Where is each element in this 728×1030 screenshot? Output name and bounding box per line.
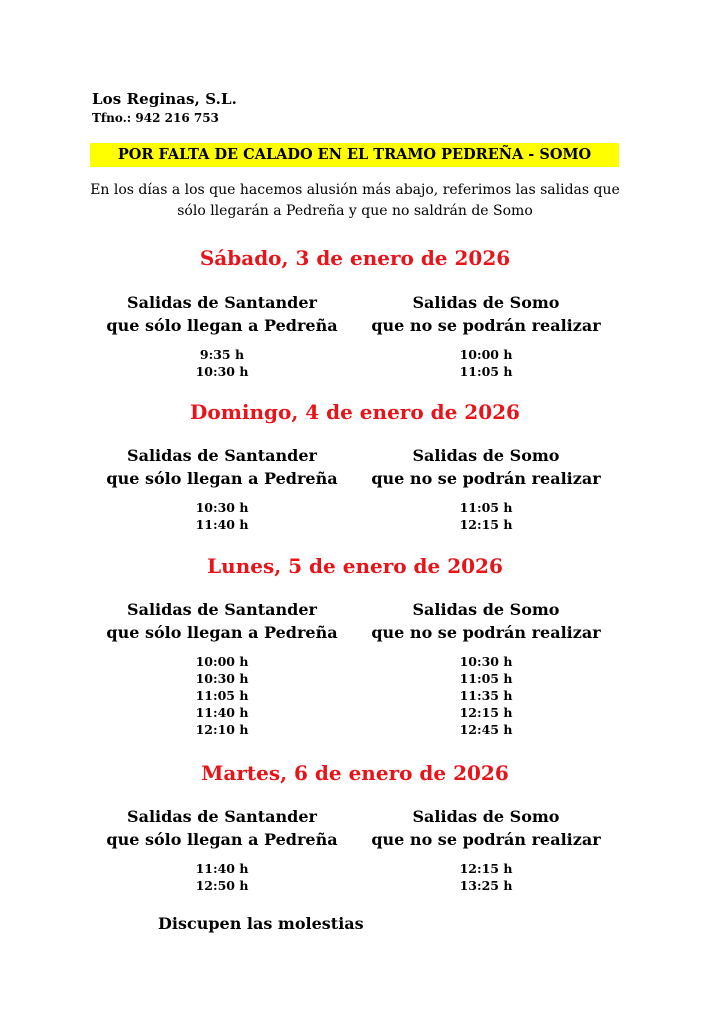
santander-times (192, 499, 252, 533)
departure-time: 11:40 h (195, 861, 249, 876)
notice-banner: POR FALTA DE CALADO EN EL TRAMO PEDREÑA - SOMO (90, 143, 619, 167)
santander-header-line-2: que sólo llegan a Pedreña (106, 623, 338, 642)
departure-time: 11:05 h (459, 500, 513, 515)
somo-header-line-1: Salidas de Somo (412, 446, 560, 465)
santander-header-line-1: Salidas de Santander (127, 293, 317, 312)
santander-header-line-1: Salidas de Santander (127, 600, 317, 619)
somo-header-line-2: que no se podrán realizar (371, 623, 601, 642)
departure-time: 12:15 h (459, 861, 513, 876)
somo-column-header (356, 805, 616, 851)
departure-time: 11:05 h (459, 364, 513, 379)
somo-times (456, 860, 516, 894)
santander-header-line-2: que sólo llegan a Pedreña (106, 316, 338, 335)
santander-column-header (92, 291, 352, 337)
somo-header-line-1: Salidas de Somo (412, 293, 560, 312)
santander-column-header (92, 805, 352, 851)
departure-time: 12:10 h (195, 722, 249, 737)
departure-time: 10:30 h (459, 654, 513, 669)
somo-times (456, 499, 516, 533)
departure-time: 11:40 h (195, 517, 249, 532)
santander-header-line-2: que sólo llegan a Pedreña (106, 830, 338, 849)
departure-time: 10:00 h (195, 654, 249, 669)
departure-time: 12:15 h (459, 705, 513, 720)
departure-time: 10:30 h (195, 671, 249, 686)
somo-column-header (356, 444, 616, 490)
day-title: Sábado, 3 de enero de 2026 (199, 246, 511, 270)
santander-header-line-1: Salidas de Santander (127, 807, 317, 826)
intro-text (70, 180, 640, 222)
day-title: Domingo, 4 de enero de 2026 (190, 400, 520, 424)
somo-times (456, 653, 516, 738)
somo-times (456, 346, 516, 380)
somo-column-header (356, 291, 616, 337)
somo-column-header (356, 598, 616, 644)
departure-time: 12:50 h (195, 878, 249, 893)
departure-time: 11:40 h (195, 705, 249, 720)
departure-time: 11:35 h (459, 688, 513, 703)
departure-time: 12:15 h (459, 517, 513, 532)
departure-time: 11:05 h (459, 671, 513, 686)
company-name: Los Reginas, S.L. (92, 90, 237, 108)
departure-time: 10:30 h (195, 500, 249, 515)
santander-header-line-2: que sólo llegan a Pedreña (106, 469, 338, 488)
departure-time: 10:00 h (459, 347, 513, 362)
somo-header-line-2: que no se podrán realizar (371, 830, 601, 849)
phone-number: Tfno.: 942 216 753 (92, 111, 219, 125)
santander-times (192, 653, 252, 738)
somo-header-line-2: que no se podrán realizar (371, 316, 601, 335)
day-title: Lunes, 5 de enero de 2026 (207, 554, 503, 578)
santander-times (192, 860, 252, 894)
day-title: Martes, 6 de enero de 2026 (201, 761, 509, 785)
santander-times (192, 346, 252, 380)
santander-column-header (92, 598, 352, 644)
closing-note: Discupen las molestias (158, 914, 364, 933)
somo-header-line-1: Salidas de Somo (412, 600, 560, 619)
departure-time: 10:30 h (195, 364, 249, 379)
departure-time: 11:05 h (195, 688, 249, 703)
intro-line-2: sólo llegarán a Pedreña y que no saldrán de Somo (177, 203, 533, 219)
departure-time: 13:25 h (459, 878, 513, 893)
intro-line-1: En los días a los que hacemos alusión más abajo, referimos las salidas que (90, 182, 620, 198)
somo-header-line-1: Salidas de Somo (412, 807, 560, 826)
santander-header-line-1: Salidas de Santander (127, 446, 317, 465)
somo-header-line-2: que no se podrán realizar (371, 469, 601, 488)
santander-column-header (92, 444, 352, 490)
departure-time: 12:45 h (459, 722, 513, 737)
departure-time: 9:35 h (199, 347, 245, 362)
